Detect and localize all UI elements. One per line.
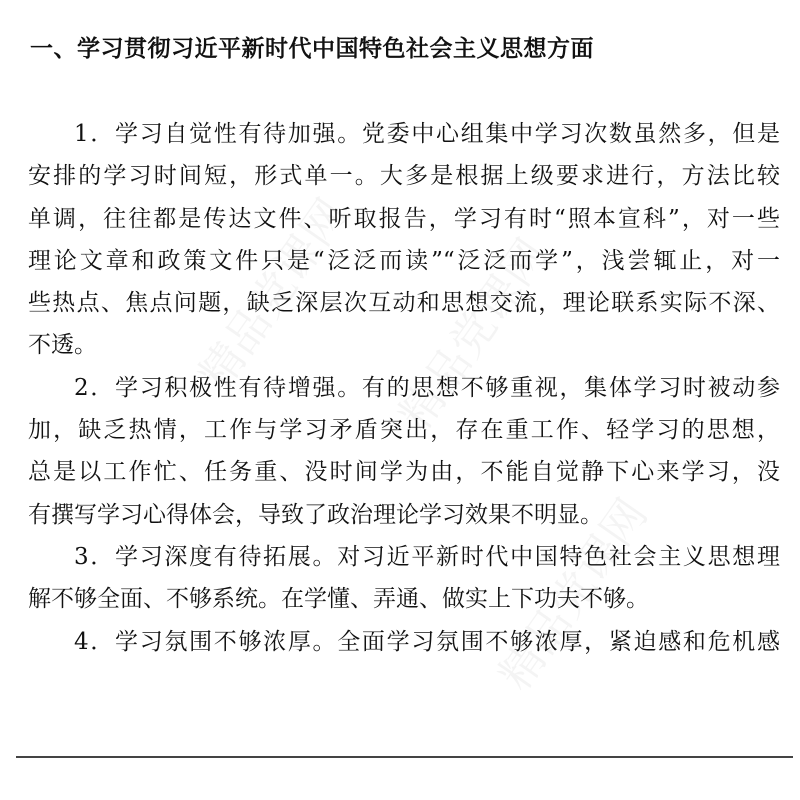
text-line: 单调，往往都是传达文件、听取报告，学习有时“照本宣科”，对一些 (28, 205, 780, 232)
text-line: 解不够全面、不够系统。在学懂、弄通、做实上下功夫不够。 (28, 586, 649, 613)
text-line: 加，缺乏热情，工作与学习矛盾突出，存在重工作、轻学习的思想， (28, 417, 780, 444)
document-body (28, 113, 780, 663)
paragraph-3 (28, 536, 780, 621)
text-line: 总是以工作忙、任务重、没时间学为由，不能自觉静下心来学习，没 (28, 459, 780, 486)
paragraph-1 (28, 113, 780, 367)
watermark: 精品党课网 (189, 189, 358, 400)
watermark: 精品党课网 (489, 489, 658, 700)
text-line: 理论文章和政策文件只是“泛泛而读”“泛泛而学”，浅尝辄止，对一 (28, 247, 780, 274)
text-line: 安排的学习时间短，形式单一。大多是根据上级要求进行，方法比较 (28, 163, 780, 190)
section-heading: 一、学习贯彻习近平新时代中国特色社会主义思想方面 (30, 36, 594, 62)
paragraph-4 (28, 621, 780, 663)
text-line: 2．学习积极性有待增强。有的思想不够重视，集体学习时被动参 (74, 374, 780, 401)
text-line: 些热点、焦点问题，缺乏深层次互动和思想交流，理论联系实际不深、 (28, 290, 780, 317)
paragraph-2 (28, 367, 780, 536)
text-line: 1．学习自觉性有待加强。党委中心组集中学习次数虽然多，但是 (74, 121, 780, 147)
watermark: 精品党课网 (389, 229, 558, 440)
text-line: 3．学习深度有待拓展。对习近平新时代中国特色社会主义思想理 (74, 543, 780, 570)
text-line: 4．学习氛围不够浓厚。全面学习氛围不够浓厚，紧迫感和危机感 (74, 628, 780, 655)
page-divider (16, 756, 793, 758)
text-line: 有撰写学习心得体会，导致了政治理论学习效果不明显。 (28, 501, 603, 528)
text-line: 不透。 (28, 332, 97, 359)
